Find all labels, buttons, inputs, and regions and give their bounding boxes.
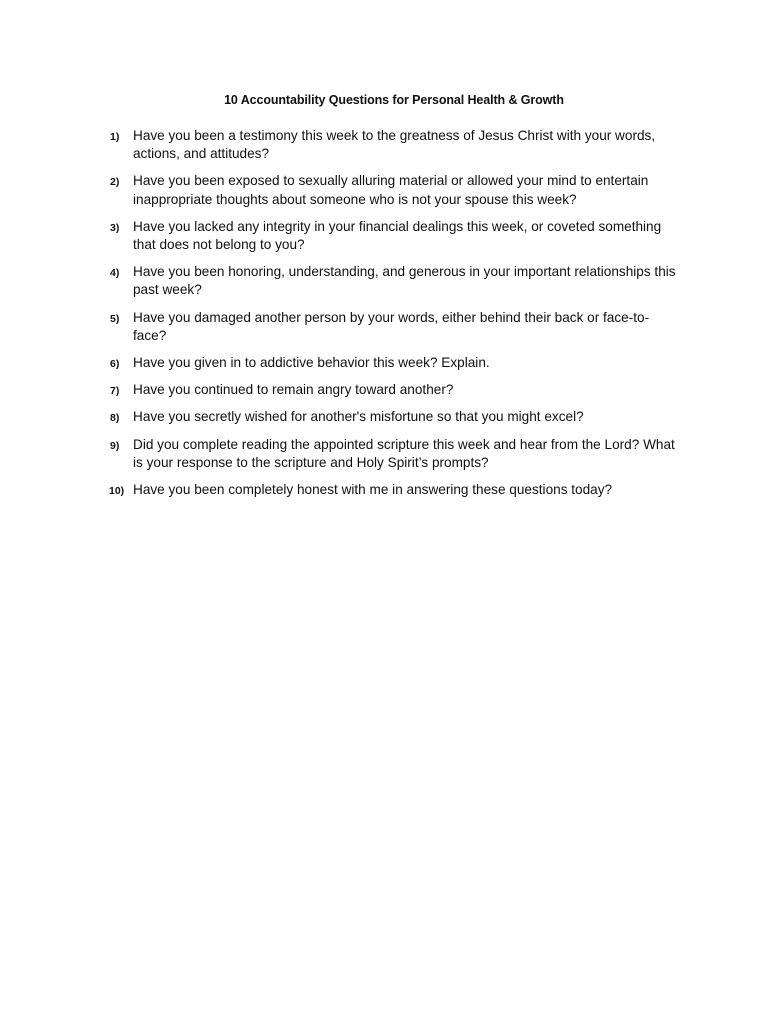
question-text: Did you complete reading the appointed scripture this week and hear from the Lord? What is your response to the scripture and Holy Spirit’s prompts? bbox=[133, 436, 675, 470]
question-item-9 bbox=[108, 436, 678, 472]
question-text: Have you damaged another person by your words, either behind their back or face-to-face? bbox=[133, 309, 650, 343]
question-item-5 bbox=[108, 309, 678, 345]
question-number: 6) bbox=[110, 358, 120, 371]
question-item-8 bbox=[108, 408, 678, 426]
question-number: 4) bbox=[110, 267, 120, 280]
question-number: 3) bbox=[110, 221, 120, 234]
question-item-10 bbox=[108, 481, 678, 499]
question-item-3 bbox=[108, 218, 678, 254]
question-item-1 bbox=[108, 127, 678, 163]
question-item-7 bbox=[108, 381, 678, 399]
question-item-4 bbox=[108, 263, 678, 299]
question-item-2 bbox=[108, 172, 678, 208]
question-number: 2) bbox=[110, 176, 120, 189]
question-text: Have you given in to addictive behavior this week? Explain. bbox=[133, 355, 490, 371]
question-item-6 bbox=[108, 354, 678, 372]
question-number: 10) bbox=[109, 485, 125, 498]
question-number: 9) bbox=[110, 439, 120, 452]
question-text: Have you secretly wished for another's misfortune so that you might excel? bbox=[133, 409, 584, 425]
question-text: Have you been completely honest with me in answering these questions today? bbox=[133, 482, 613, 498]
question-number: 7) bbox=[110, 385, 120, 398]
question-text: Have you lacked any integrity in your financial dealings this week, or coveted something that does not belong to you? bbox=[133, 218, 662, 253]
question-number: 1) bbox=[110, 131, 120, 143]
question-text: Have you been honoring, understanding, and generous in your important relationships this past week? bbox=[133, 264, 676, 298]
question-text: Have you been exposed to sexually alluring material or allowed your mind to entertain inappropriate thoughts about someone who is not your spouse this week? bbox=[133, 173, 649, 207]
question-text: Have you continued to remain angry toward another? bbox=[133, 382, 454, 398]
question-text: Have you been a testimony this week to the greatness of Jesus Christ with your words, actions, and attitudes? bbox=[133, 128, 656, 162]
question-list bbox=[108, 127, 678, 508]
question-number: 8) bbox=[110, 412, 120, 425]
question-number: 5) bbox=[110, 312, 120, 325]
document-title: 10 Accountability Questions for Personal Health & Growth bbox=[224, 93, 564, 107]
